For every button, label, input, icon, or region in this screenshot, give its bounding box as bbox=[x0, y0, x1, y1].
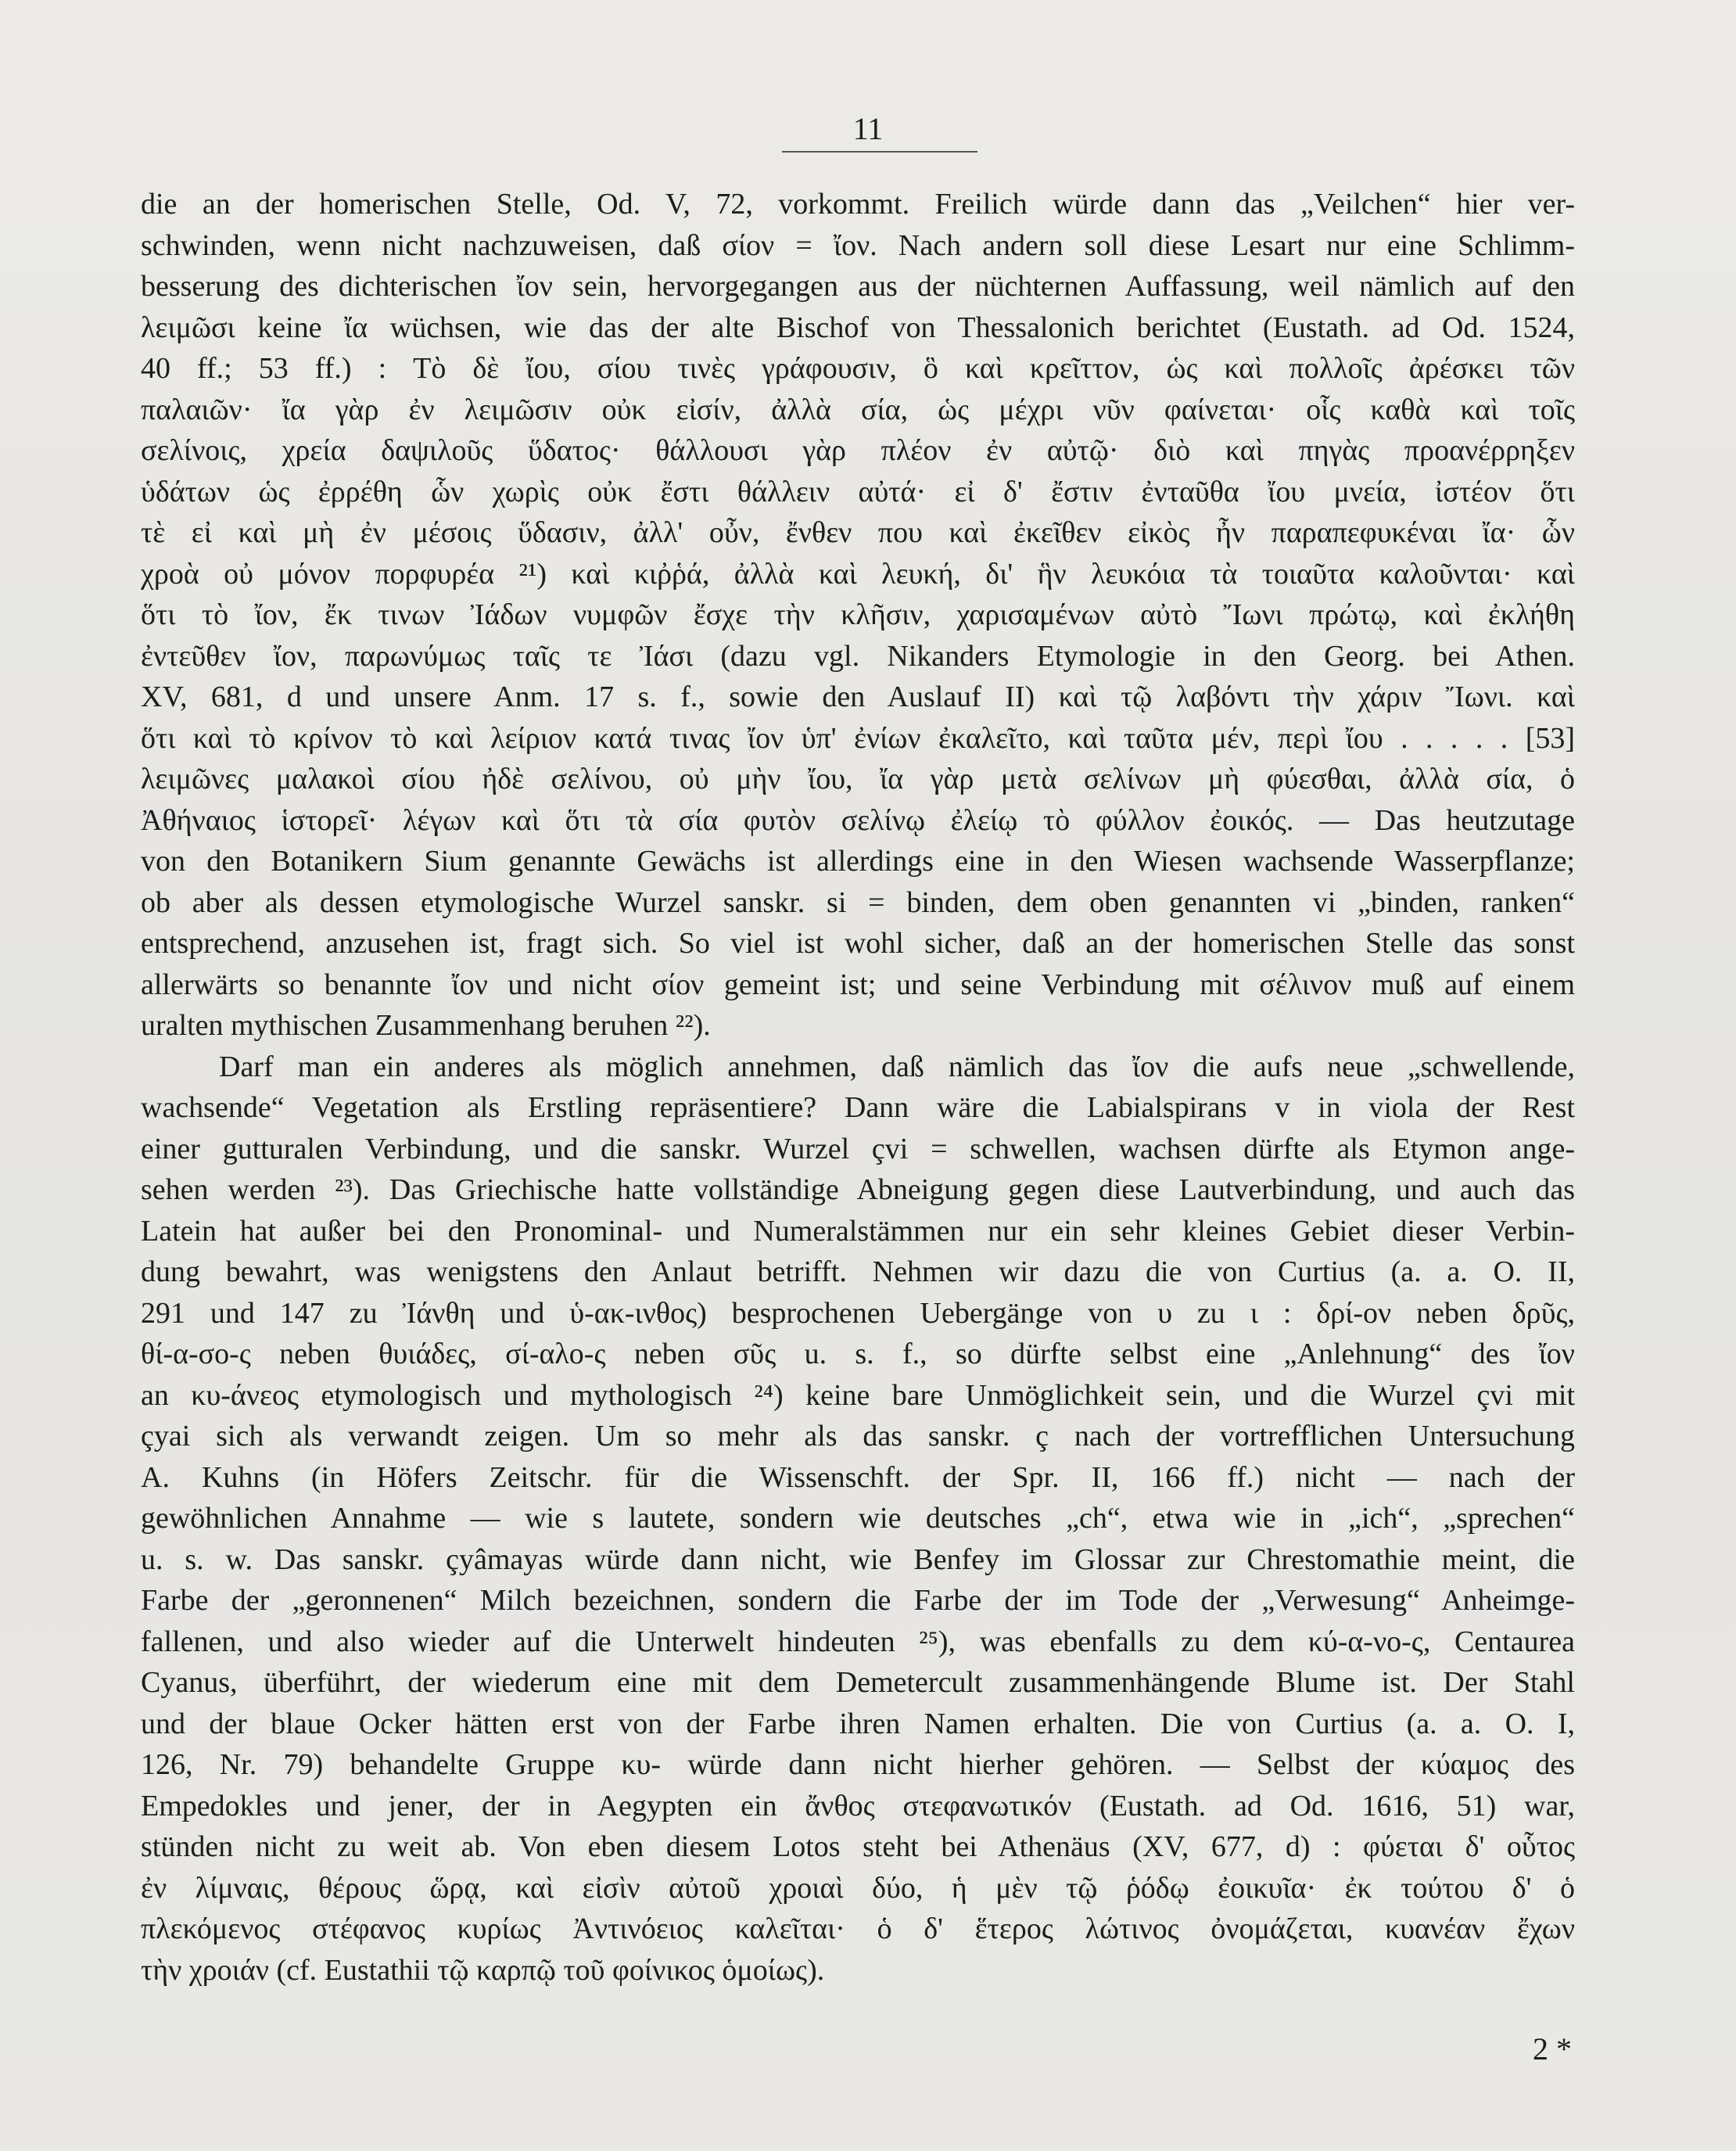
text-line: gewöhnlichen Annahme — wie s lautete, sondern wie deutsches „ch“, etwa wie in „ich“, „sprechen“ bbox=[141, 1502, 1575, 1535]
paragraph-end-line: uralten mythischen Zusammenhang beruhen ²²). bbox=[141, 1009, 711, 1042]
body-text bbox=[141, 184, 1575, 1991]
header-rule bbox=[782, 151, 977, 153]
text-line: die an der homerischen Stelle, Od. V, 72, vorkommt. Freilich würde dann das „Veilchen“ hier ver- bbox=[141, 188, 1575, 221]
text-line: dung bewahrt, was wenigstens den Anlaut betrifft. Nehmen wir dazu die von Curtius (a. a. O. II, bbox=[141, 1255, 1575, 1288]
text-line: besserung des dichterischen ἴον sein, hervorgegangen aus der nüchternen Auffassung, weil nämlich auf den bbox=[141, 270, 1575, 303]
text-line: λειμῶνες μαλακοὶ σίου ἠδὲ σελίνου, οὐ μὴν ἴου, ἴα γὰρ μετὰ σελίνων μὴ φύεσθαι, ἀλλὰ σία, ὁ bbox=[141, 763, 1575, 795]
text-line: 40 ff.; 53 ff.) : Τὸ δὲ ἴου, σίου τινὲς γράφουσιν, ὃ καὶ κρεῖττον, ὡς καὶ πολλοῖς ἀρέσκει τῶν bbox=[141, 352, 1575, 385]
text-line: Cyanus, überführt, der wiederum eine mit dem Demetercult zusammenhängende Blume ist. Der Stahl bbox=[141, 1666, 1575, 1699]
text-line: ὅτι τὸ ἴον, ἔκ τινων Ἰάδων νυμφῶν ἔσχε τὴν κλῆσιν, χαρισαμένων αὐτὸ Ἴωνι πρώτῳ, καὶ ἐκλήθη bbox=[141, 598, 1575, 631]
text-line: an κυ-άνεος etymologisch und mythologisch ²⁴) keine bare Unmöglichkeit sein, und die Wurzel çvi mit bbox=[141, 1378, 1575, 1412]
text-line: χροὰ οὐ μόνον πορφυρέα ²¹) καὶ κιῤῥά, ἀλλὰ καὶ λευκή, δι' ἣν λευκόια τὰ τοιαῦτα καλοῦνται· καὶ bbox=[141, 557, 1575, 591]
text-line: θί-α-σο-ς neben θυιάδες, σί-αλο-ς neben σῦς u. s. f., so dürfte selbst eine „Anlehnung“ des ἴον bbox=[141, 1338, 1575, 1370]
text-line: ὅτι καὶ τὸ κρίνον τὸ καὶ λείριον κατά τινας ἴον ὑπ' ἐνίων ἐκαλεῖτο, καὶ ταῦτα μέν, περὶ ἴου . . . . . [53] bbox=[141, 721, 1575, 755]
text-line: fallenen, und also wieder auf die Unterwelt hindeuten ²⁵), was ebenfalls zu dem κύ-α-νο-ς, Centaurea bbox=[141, 1625, 1575, 1658]
text-line: und der blaue Ocker hätten erst von der Farbe ihren Namen erhalten. Die von Curtius (a. a. O. I, bbox=[141, 1707, 1575, 1740]
text-line: 126, Nr. 79) behandelte Gruppe κυ- würde dann nicht hierher gehören. — Selbst der κύαμος des bbox=[141, 1748, 1575, 1781]
paragraph-start-line: Darf man ein anderes als möglich annehmen, daß nämlich das ἴον die aufs neue „schwellende, bbox=[219, 1050, 1575, 1083]
text-line: schwinden, wenn nicht nachzuweisen, daß σίον = ἴον. Nach andern soll diese Lesart nur eine Schlimm- bbox=[141, 228, 1575, 262]
text-line: ἐν λίμναις, θέρους ὥρᾳ, καὶ εἰσὶν αὐτοῦ χροιαὶ δύο, ἡ μὲν τῷ ῥόδῳ ἐοικυῖα· ἐκ τούτου δ' ὁ bbox=[141, 1871, 1575, 1905]
text-line: Farbe der „geronnenen“ Milch bezeichnen, sondern die Farbe der im Tode der „Verwesung“ Anheimge- bbox=[141, 1584, 1575, 1617]
text-line: τὲ εἰ καὶ μὴ ἐν μέσοις ὕδασιν, ἀλλ' οὖν, ἔνθεν που καὶ ἐκεῖθεν εἰκὸς ἦν παραπεφυκέναι ἴα· ὧν bbox=[141, 516, 1575, 549]
text-line: wachsende“ Vegetation als Erstling repräsentiere? Dann wäre die Labialspirans v in viola der Rest bbox=[141, 1091, 1575, 1124]
text-line: πλεκόμενος στέφανος κυρίως Ἀντινόειος καλεῖται· ὁ δ' ἕτερος λώτινος ὀνομάζεται, κυανέαν ἔχων bbox=[141, 1912, 1575, 1945]
text-line: A. Kuhns (in Höfers Zeitschr. für die Wissenschft. der Spr. II, 166 ff.) nicht — nach der bbox=[141, 1460, 1575, 1494]
text-line: ob aber als dessen etymologische Wurzel sanskr. si = binden, dem oben genannten vi „binden, ranken“ bbox=[141, 885, 1575, 919]
text-line: entsprechend, anzusehen ist, fragt sich. So viel ist wohl sicher, daß an der homerischen Stelle das sonst bbox=[141, 927, 1575, 960]
text-line: ὑδάτων ὡς ἐρρέθη ὧν χωρὶς οὐκ ἔστι θάλλειν αὐτά· εἰ δ' ἔστιν ἐνταῦθα ἴου μνεία, ἰστέον ὅτι bbox=[141, 475, 1575, 508]
text-line: stünden nicht zu weit ab. Von eben diesem Lotos steht bei Athenäus (XV, 677, d) : φύεται δ' οὗτος bbox=[141, 1830, 1575, 1863]
text-line: παλαιῶν· ἴα γὰρ ἐν λειμῶσιν οὐκ εἰσίν, ἀλλὰ σία, ὡς μέχρι νῦν φαίνεται· οἷς καθὰ καὶ τοῖς bbox=[141, 393, 1575, 426]
page-number: 11 bbox=[852, 111, 884, 146]
text-line: 291 und 147 zu Ἰάνθη und ὑ-ακ-ινθος) besprochenen Uebergänge von υ zu ι : δρί-ον neben δρῦς, bbox=[141, 1296, 1575, 1330]
paragraph-end-line: τὴν χροιάν (cf. Eustathii τῷ καρπῷ τοῦ φοίνικος ὁμοίως). bbox=[141, 1953, 825, 1987]
text-line: Ἀθήναιος ἱστορεῖ· λέγων καὶ ὅτι τὰ σία φυτὸν σελίνῳ ἐλείῳ τὸ φύλλον ἐοικός. — Das heutzutage bbox=[141, 803, 1575, 837]
text-line: Latein hat außer bei den Pronominal- und Numeralstämmen nur ein sehr kleines Gebiet dieser Verbin- bbox=[141, 1214, 1575, 1248]
text-line: σελίνοις, χρεία δαψιλοῦς ὕδατος· θάλλουσι γὰρ πλέον ἐν αὐτῷ· διὸ καὶ πηγὰς προανέρρηξεν bbox=[141, 434, 1575, 467]
text-line: XV, 681, d und unsere Anm. 17 s. f., sowie den Auslauf II) καὶ τῷ λαβόντι τὴν χάριν Ἴωνι. καὶ bbox=[141, 680, 1575, 713]
sheet-signature: 2 * bbox=[1533, 2031, 1572, 2067]
text-line: von den Botanikern Sium genannte Gewächs ist allerdings eine in den Wiesen wachsende Wasserpflanze; bbox=[141, 845, 1575, 878]
text-line: çyai sich als verwandt zeigen. Um so mehr als das sanskr. ç nach der vortrefflichen Untersuchung bbox=[141, 1420, 1575, 1453]
text-line: einer gutturalen Verbindung, und die sanskr. Wurzel çvi = schwellen, wachsen dürfte als Etymon ange- bbox=[141, 1132, 1575, 1165]
text-line: λειμῶσι keine ἴα wüchsen, wie das der alte Bischof von Thessalonich berichtet (Eustath. ad Od. 1524, bbox=[141, 311, 1575, 344]
text-line: Empedokles und jener, der in Aegypten ein ἄνθος στεφανωτικόν (Eustath. ad Od. 1616, 51) war, bbox=[141, 1789, 1575, 1822]
text-line: u. s. w. Das sanskr. çyâmayas würde dann nicht, wie Benfey im Glossar zur Chrestomathie meint, die bbox=[141, 1542, 1575, 1576]
text-line: sehen werden ²³). Das Griechische hatte vollständige Abneigung gegen diese Lautverbindung, und auch das bbox=[141, 1173, 1575, 1206]
text-line: ἐντεῦθεν ἴον, παρωνύμως ταῖς τε Ἰάσι (dazu vgl. Nikanders Etymologie in den Georg. bei Athen. bbox=[141, 639, 1575, 673]
text-line: allerwärts so benannte ἴον und nicht σίον gemeint ist; und seine Verbindung mit σέλινον muß auf einem bbox=[141, 968, 1575, 1001]
